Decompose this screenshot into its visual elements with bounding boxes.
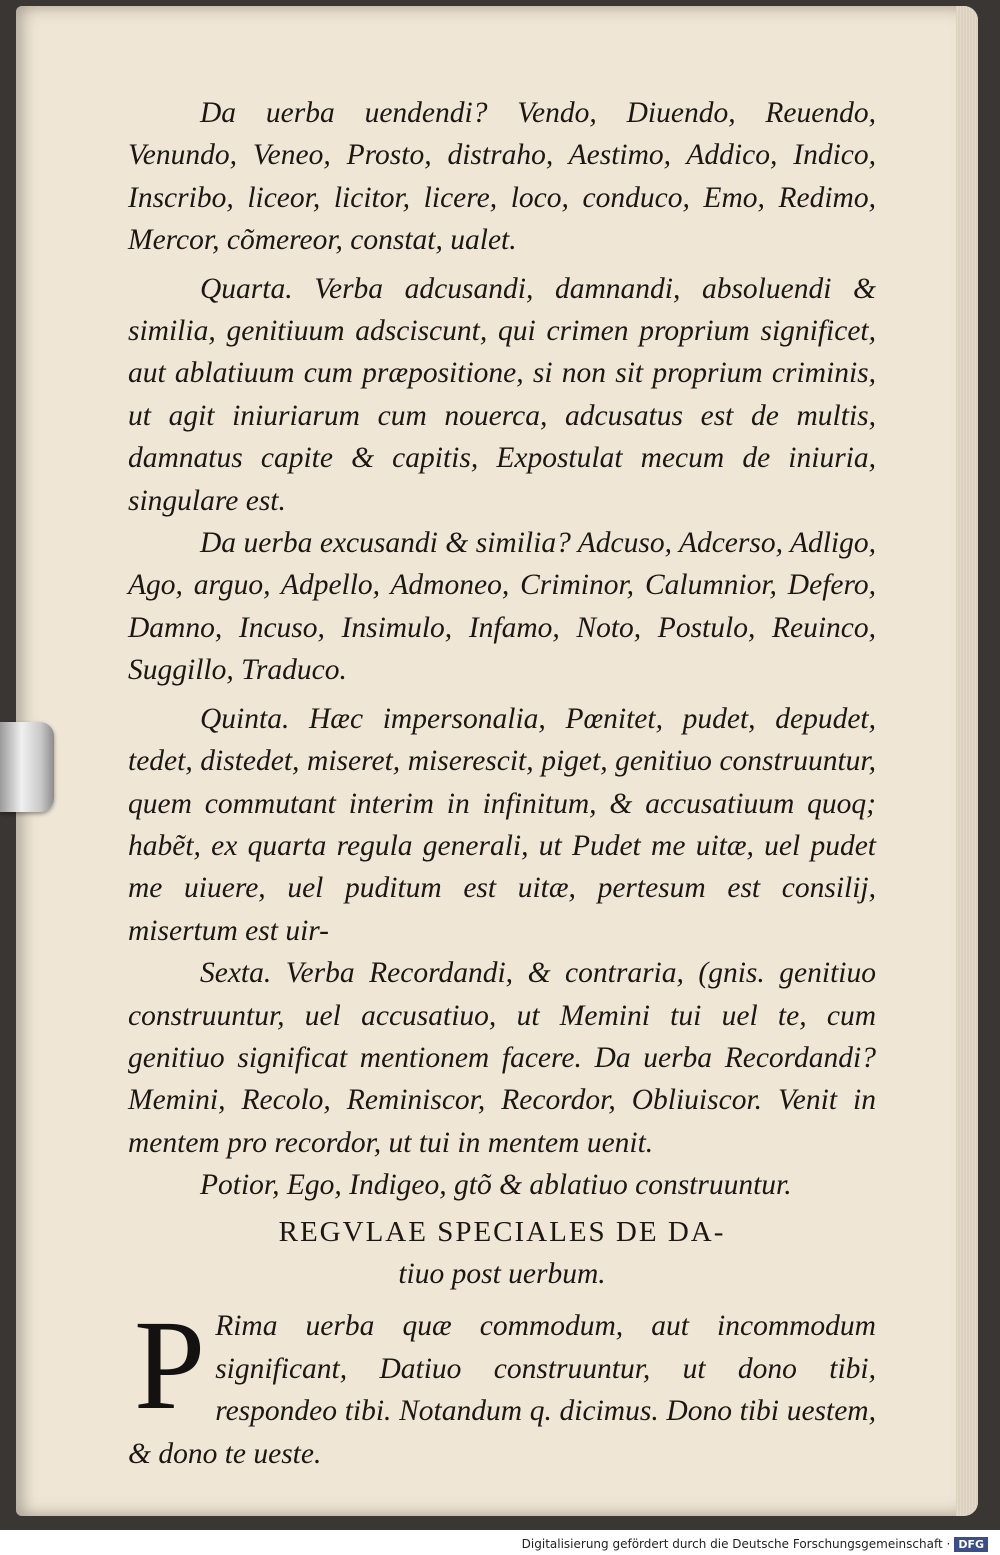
page-edge [956,6,978,1516]
page-clip [0,722,54,812]
section-heading: REGVLAE SPECIALES DE DA- [278,1215,726,1248]
paragraph-potior: Potior, Ego, Indigeo, gtõ & ablatiuo construuntur. [200,1169,792,1202]
paragraph-sexta: Sexta. Verba Recordandi, & contraria, (gnis. genitiuo construuntur, uel accusatiuo, ut Memini tui uel te, cum genitiuo significat mentionem facere. Da uerba Recordandi? Memini, Recolo, Reminiscor, Recordor, Obliuiscor. Venit in mentem pro recordor, ut tui in mentem uenit. [128,957,876,1159]
drop-cap-initial: P [134,1294,206,1437]
digitization-footer [0,1533,988,1555]
section-heading-sub: tiuo post uerbum. [398,1257,606,1290]
paragraph-verba-excusandi: Da uerba excusandi & similia? Adcuso, Adcerso, Adligo, Ago, arguo, Adpello, Admoneo, Criminor, Calumnior, Defero, Damno, Incuso, Insimulo, Infamo, Noto, Postulo, Reuinco, Suggillo, Traduco. [128,527,876,687]
paragraph-quarta: Quarta. Verba adcusandi, damnandi, absoluendi & similia, genitiuum adsciscunt, qui crimen proprium significet, aut ablatiuum cum præpositione, si non sit proprium criminis, ut agit iniuriarum cum nouerca, adcusatus est de multis, damnatus capite & capitis, Expostulat mecum de iniuria, singulare est. [128,272,876,517]
dfg-logo: DFG [954,1537,988,1552]
paragraph-prima-text: Rima uerba quæ commodum, aut incommodum significant, Datiuo construuntur, ut dono tibi, respondeo tibi. Notandum q. dicimus. Dono tibi uestem, & dono te ueste. [128,1310,876,1470]
page-text [128,92,876,1475]
paragraph-quinta: Quinta. Hæc impersonalia, Pœnitet, pudet, depudet, tedet, distedet, miseret, miserescit, piget, genitiuo construuntur, quem commutant interim in infinitum, & accusatiuum quoq; habẽt, ex quarta regula generali, ut Pudet me uitæ, uel pudet me uiuere, uel puditum est uitæ, pertesum est consilij, misertum est uir- [128,702,876,947]
paragraph-prima [128,1294,876,1475]
footer-credit: Digitalisierung gefördert durch die Deutsche Forschungsgemeinschaft · [521,1537,951,1551]
paragraph-verba-uendendi: Da uerba uendendi? Vendo, Diuendo, Reuendo, Venundo, Veneo, Prosto, distraho, Aestimo, Addico, Indico, Inscribo, liceor, licitor, licere, loco, conduco, Emo, Redimo, Mercor, cõmereor, constat, ualet. [128,97,876,257]
